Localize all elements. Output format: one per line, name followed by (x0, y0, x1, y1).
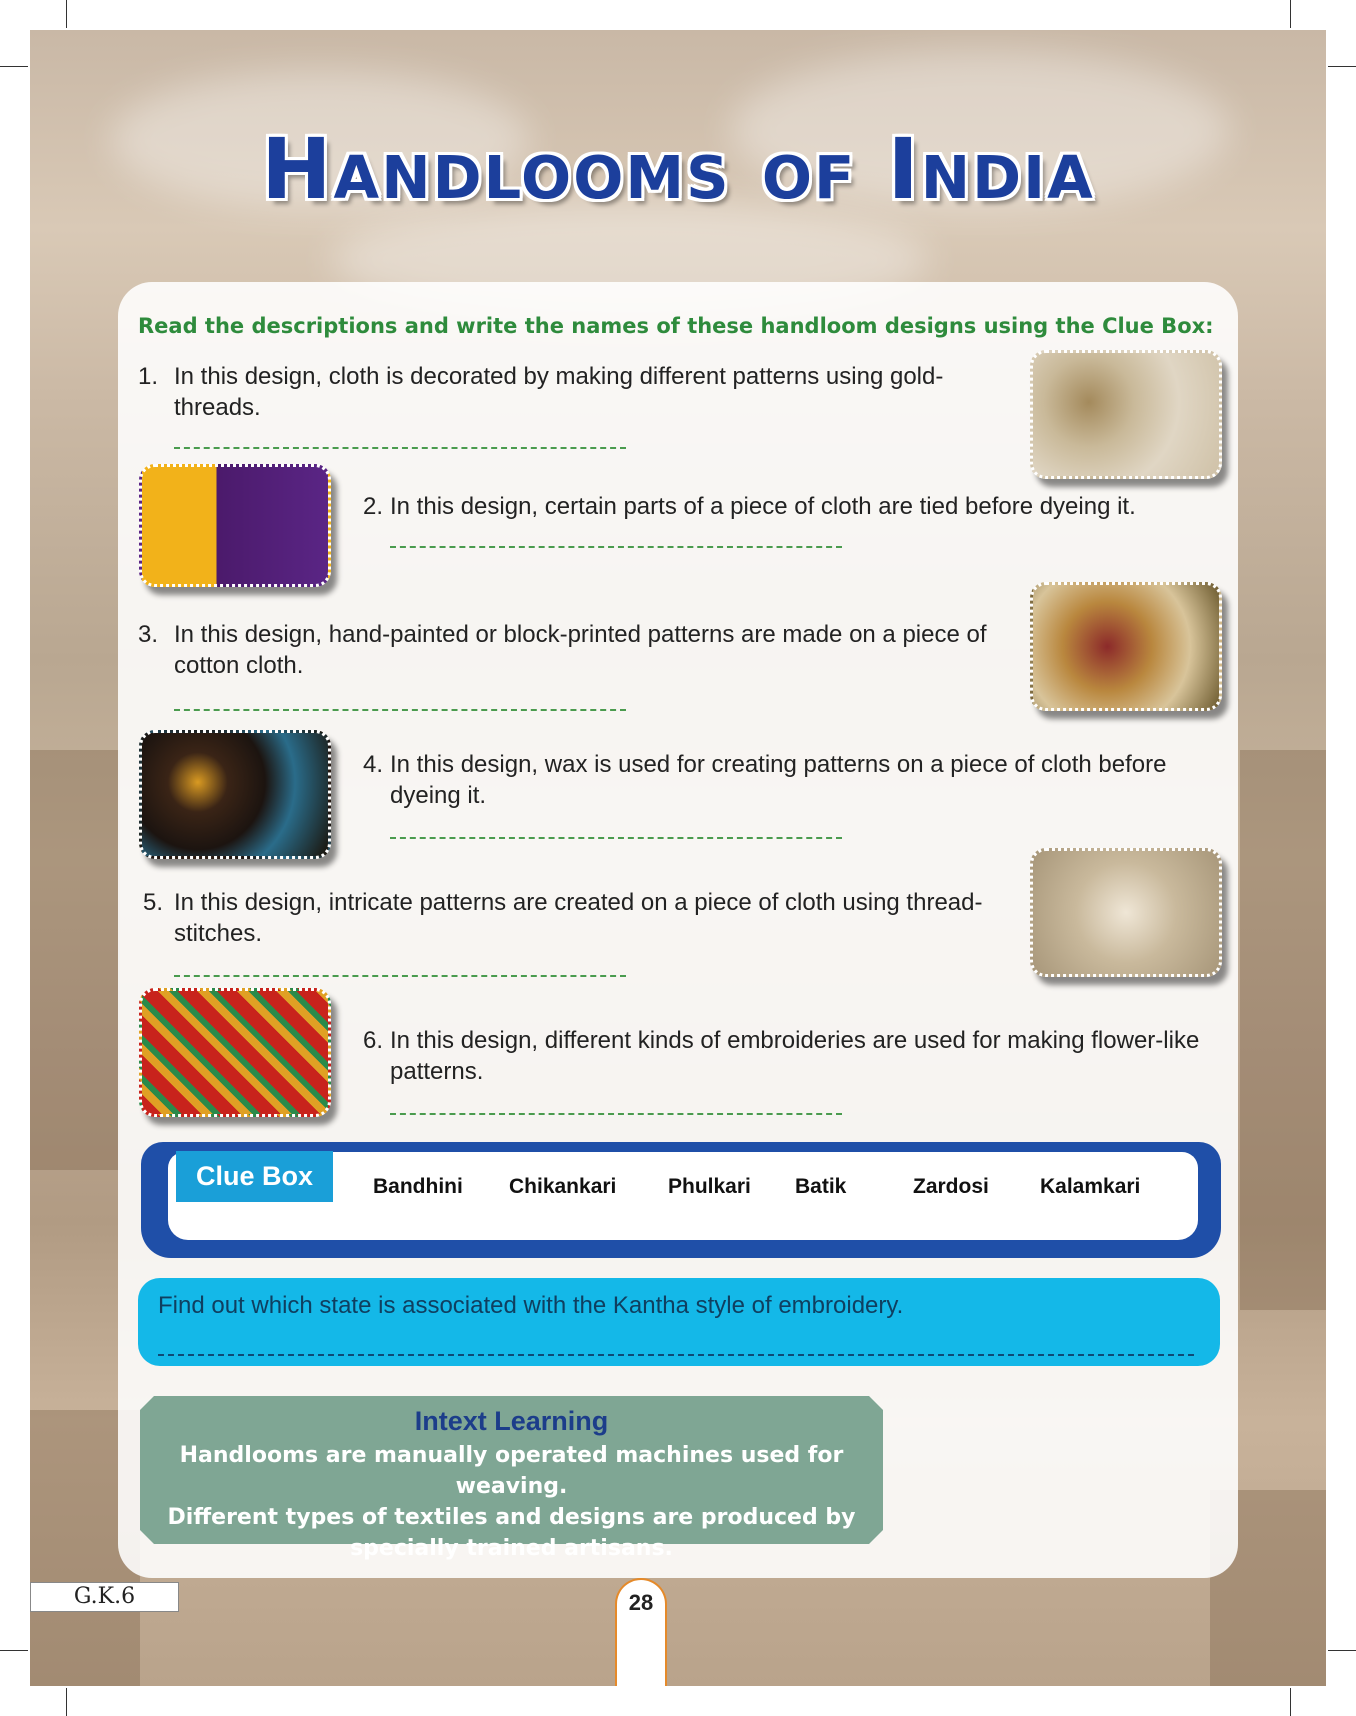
question-1 (138, 361, 1008, 423)
kantha-question: Find out which state is associated with the Kantha style of embroidery. (158, 1292, 904, 1319)
clue-word-zardosi: Zardosi (913, 1175, 989, 1198)
question-number: 6. (363, 1027, 384, 1054)
question-number: 3. (138, 621, 159, 648)
kalamkari-fabric-photo (1030, 582, 1222, 711)
clue-word-kalamkari: Kalamkari (1040, 1175, 1141, 1198)
page-title: Handlooms of India (261, 120, 1095, 218)
intext-line: Handlooms are manually operated machines used for weaving. (179, 1443, 844, 1499)
crop-mark (1328, 1650, 1356, 1651)
kantha-answer-line[interactable] (158, 1354, 1194, 1356)
intext-line: specially trained artisans. (350, 1536, 673, 1561)
question-5 (143, 887, 1008, 949)
bandhini-fabric-photo (139, 464, 331, 587)
answer-line-2[interactable] (390, 546, 842, 548)
question-text: In this design, certain parts of a piece of cloth are tied before dyeing it. (390, 493, 1136, 520)
book-label: G.K.6 (30, 1582, 179, 1612)
crop-mark (1290, 0, 1291, 28)
crop-mark (66, 0, 67, 28)
crop-mark (1290, 1688, 1291, 1716)
question-number: 5. (143, 889, 164, 916)
clue-word-bandhini: Bandhini (373, 1175, 463, 1198)
page-number: 28 (615, 1578, 667, 1686)
question-text: In this design, wax is used for creating patterns on a piece of cloth before dyeing it. (390, 751, 1167, 809)
intext-learning-body (140, 1440, 883, 1564)
chikankari-fabric-photo (1030, 848, 1222, 977)
answer-line-3[interactable] (174, 709, 626, 711)
clue-word-batik: Batik (795, 1175, 847, 1198)
clue-box-label: Clue Box (176, 1151, 333, 1202)
question-2 (363, 491, 1223, 522)
intext-learning-title: Intext Learning (414, 1406, 609, 1436)
question-text: In this design, hand-painted or block-printed patterns are made on a piece of cotton cloth. (174, 621, 987, 679)
phulkari-fabric-photo (139, 988, 331, 1117)
question-number: 4. (363, 751, 384, 778)
clue-word-phulkari: Phulkari (668, 1175, 751, 1198)
question-number: 1. (138, 363, 159, 390)
zardosi-fabric-photo (1030, 350, 1222, 479)
question-number: 2. (363, 493, 384, 520)
answer-line-6[interactable] (390, 1113, 842, 1115)
answer-line-4[interactable] (390, 837, 842, 839)
batik-fabric-photo (139, 730, 331, 859)
intext-line: Different types of textiles and designs are produced by (167, 1505, 856, 1530)
crop-mark (1328, 66, 1356, 67)
question-4 (363, 749, 1223, 811)
crop-mark (0, 66, 28, 67)
question-6 (363, 1025, 1223, 1087)
question-text: In this design, different kinds of embroideries are used for making flower-like patterns. (390, 1027, 1200, 1085)
crop-mark (0, 1650, 28, 1651)
question-text: In this design, cloth is decorated by making different patterns using gold-threads. (174, 363, 944, 421)
question-text: In this design, intricate patterns are created on a piece of cloth using thread-stitches. (174, 889, 983, 947)
crop-mark (66, 1688, 67, 1716)
answer-line-1[interactable] (174, 447, 626, 449)
clue-word-chikankari: Chikankari (509, 1175, 617, 1198)
instruction-text: Read the descriptions and write the names of these handloom designs using the Clue Box: (138, 314, 1214, 338)
answer-line-5[interactable] (174, 975, 626, 977)
question-3 (138, 619, 1018, 681)
